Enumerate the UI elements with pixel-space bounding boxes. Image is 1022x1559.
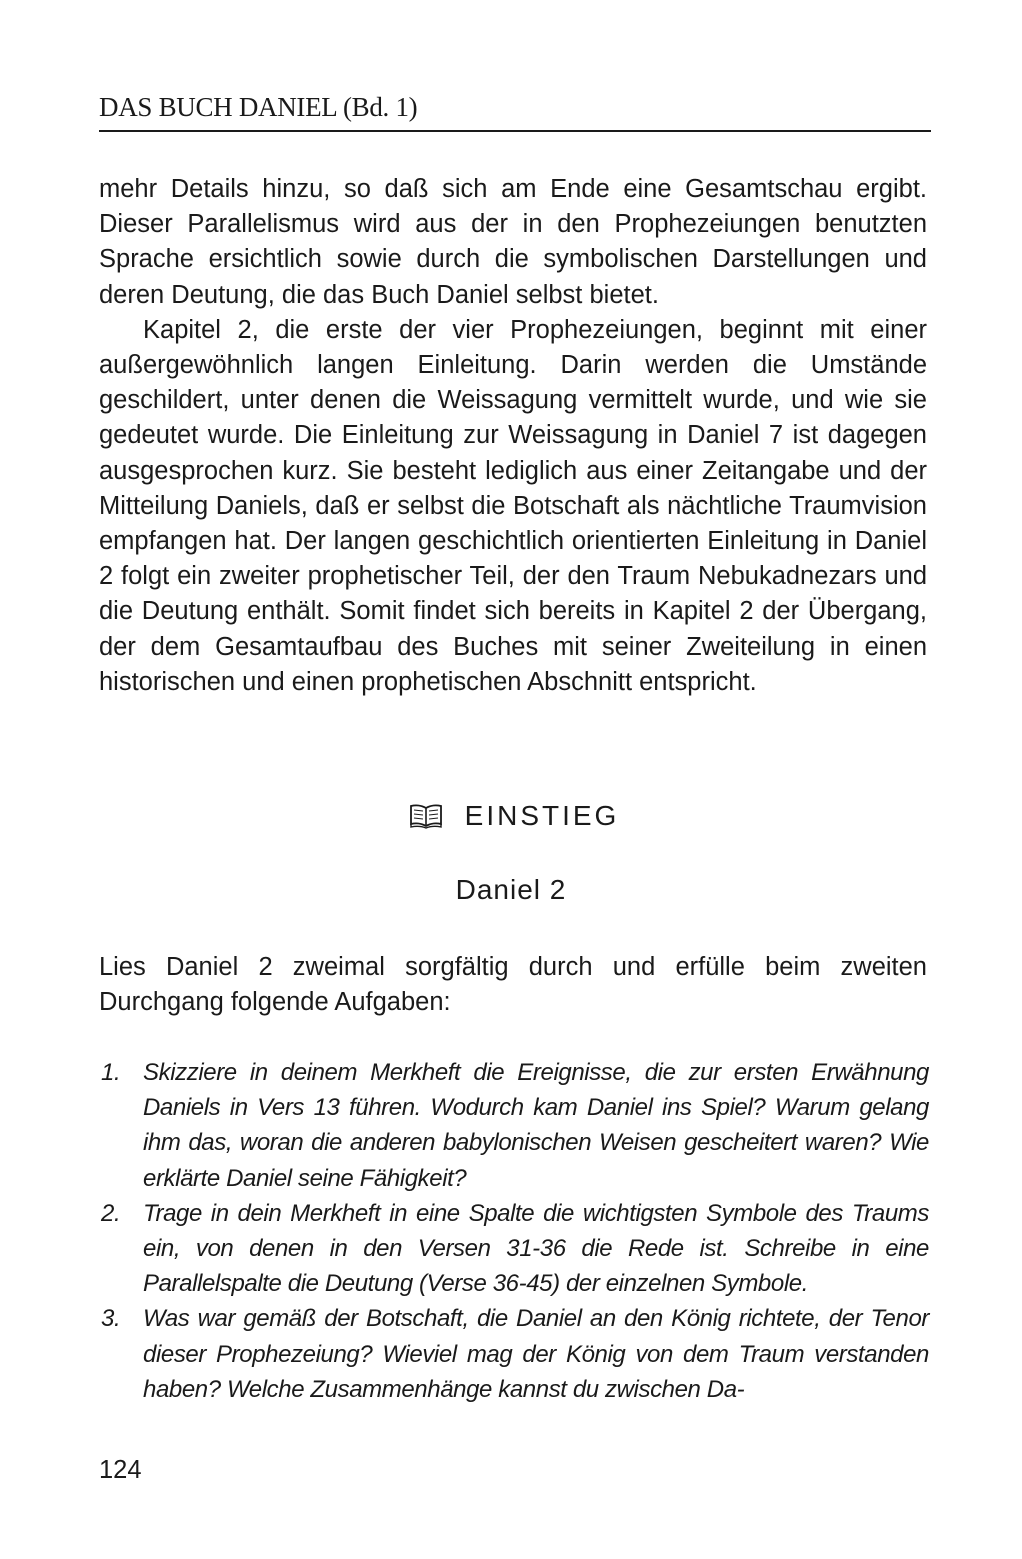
section-heading xyxy=(0,800,1022,836)
section-subtitle: Daniel 2 xyxy=(455,874,567,905)
task-item xyxy=(99,1301,929,1407)
section-title: EINSTIEG xyxy=(464,800,620,831)
running-title: DAS BUCH DANIEL (Bd. 1) xyxy=(99,92,418,122)
paragraph: mehr Details hinzu, so daß sich am Ende eine Gesamtschau ergibt. Dieser Parallelismus wird aus der in den Prophezeiungen benutzten Sprache ersichtlich sowie durch die symbolischen Darstellungen und deren Deutung, die das Buch Daniel selbst bietet. xyxy=(99,175,927,309)
page-number: 124 xyxy=(99,1456,142,1484)
paragraph: Kapitel 2, die erste der vier Prophezeiungen, beginnt mit einer außergewöhnlich langen Einleitung. Darin werden die Umstände geschildert, unter denen die Weissagung vermittelt wurde, und wie sie gedeutet wurde. Die Einleitung zur Weissagung in Daniel 7 ist dagegen ausgesprochen kurz. Sie besteht lediglich aus einer Zeitangabe und der Mitteilung Daniels, daß er selbst die Botschaft als nächtliche Traumvision empfangen hat. Der langen geschichtlich orientierten Einleitung in Daniel 2 folgt ein zweiter prophetischer Teil, der den Traum Nebukadnezars und die Deutung enthält. Somit findet sich bereits in Kapitel 2 der Übergang, der dem Gesamtaufbau des Buches mit seiner Zweiteilung in einen historischen und einen prophetischen Abschnitt entspricht. xyxy=(99,315,927,696)
task-item xyxy=(99,1055,929,1196)
running-header xyxy=(99,88,931,132)
task-number: 2. xyxy=(101,1199,121,1227)
task-text: Trage in dein Merkheft in eine Spalte die wichtigsten Symbole des Traums ein, von denen in den Versen 31-36 die Rede ist. Schreibe in eine Parallelspalte die Deutung (Verse 36-45) der einzelnen Symbole. xyxy=(143,1199,929,1298)
body-text xyxy=(99,172,927,700)
task-number: 3. xyxy=(101,1305,121,1333)
task-item xyxy=(99,1196,929,1302)
section-intro: Lies Daniel 2 zweimal sorgfältig durch und erfülle beim zweiten Durchgang folgende Aufgaben: xyxy=(99,953,927,1017)
open-book-icon xyxy=(409,803,443,836)
task-text: Skizziere in deinem Merkheft die Ereignisse, die zur ersten Erwähnung Daniels in Vers 13 führen. Wodurch kam Daniel ins Spiel? Warum gelang ihm das, woran die anderen babylonischen Weisen gescheitert waren? Wie erklärte Daniel seine Fähigkeit? xyxy=(143,1059,929,1192)
task-number: 1. xyxy=(101,1059,121,1086)
task-text: Was war gemäß der Botschaft, die Daniel an den König richtete, der Tenor dieser Prophezeiung? Wieviel mag der König von dem Traum verstanden haben? Welche Zusammenhänge kannst du zwischen Da- xyxy=(143,1305,929,1403)
task-list xyxy=(99,1055,929,1407)
